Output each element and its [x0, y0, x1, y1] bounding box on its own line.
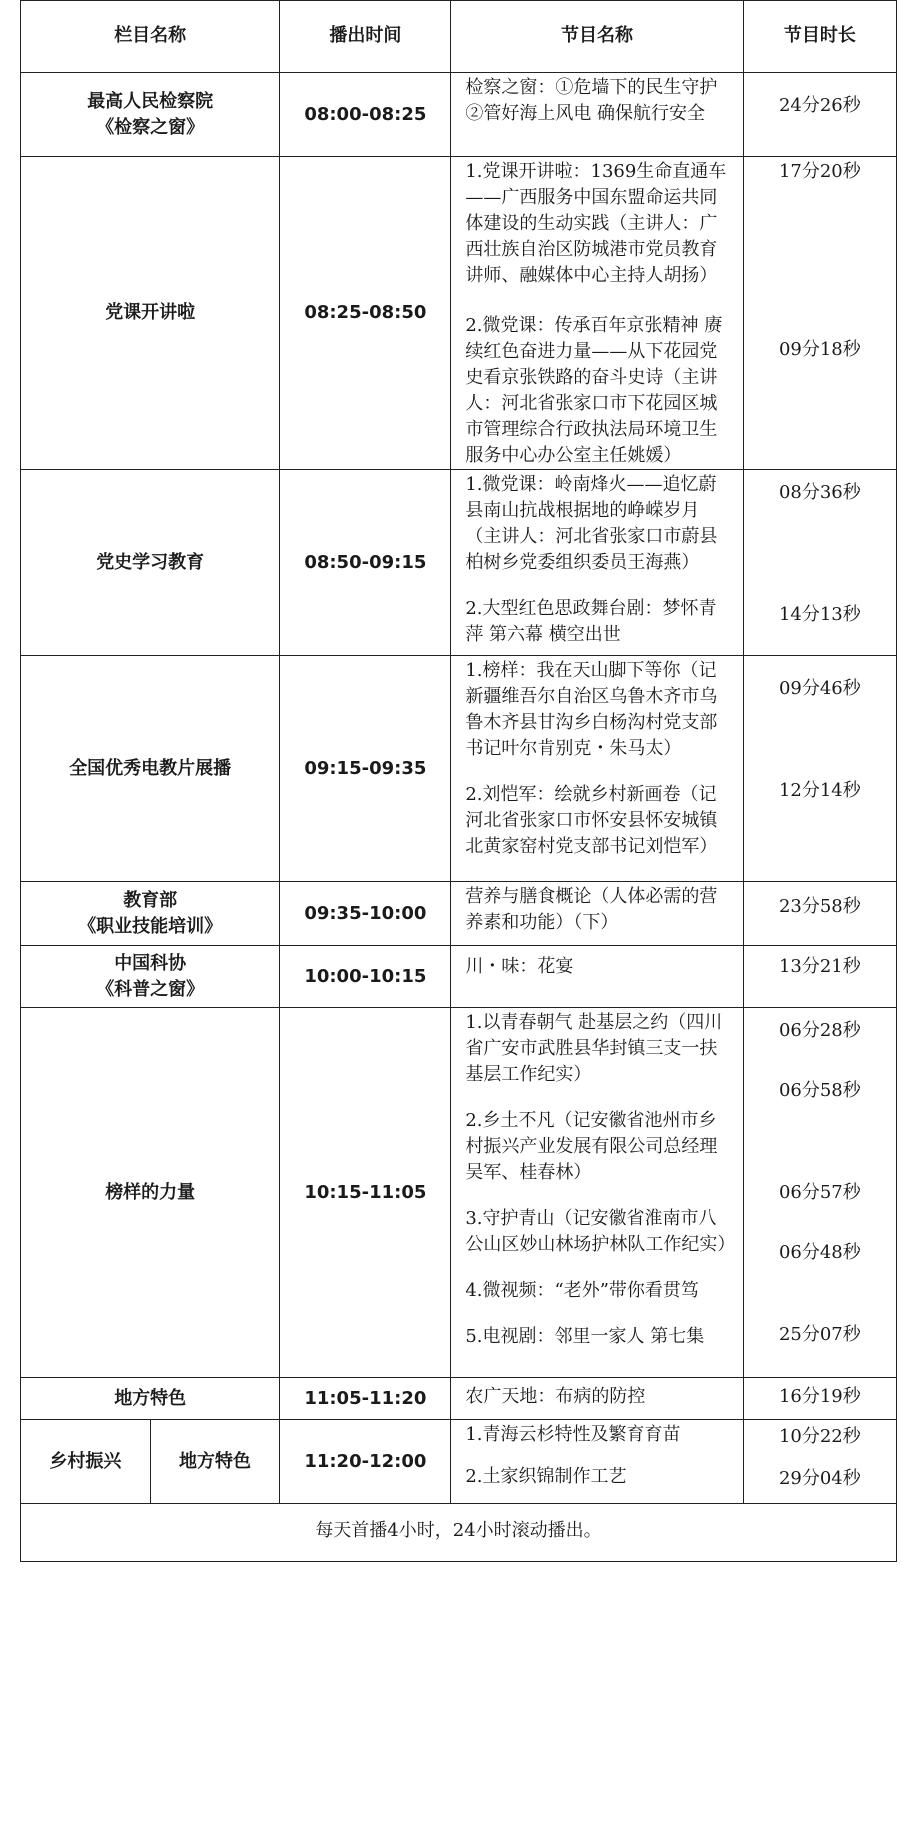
table-row: [21, 470, 897, 656]
column-name-line: 《职业技能培训》: [78, 915, 223, 937]
column-name-cell: [21, 882, 280, 946]
column-name-line: 《检察之窗》: [96, 116, 205, 138]
program-item: 2.刘恺军：绘就乡村新画卷（记河北省张家口市怀安县怀安城镇北黄家窑村党支部书记刘恺军）: [465, 784, 718, 857]
program-cell: [451, 882, 743, 946]
header-row: [21, 1, 897, 73]
duration-cell: [743, 946, 896, 1008]
duration-cell: [743, 656, 896, 882]
program-item: 5.电视剧：邻里一家人 第七集: [465, 1326, 705, 1347]
column-name-cell: [21, 157, 280, 470]
duration-cell: [743, 157, 896, 470]
table-row: [21, 946, 897, 1008]
column-name-cell: [21, 946, 280, 1008]
duration-value: 17分20秒: [778, 161, 861, 182]
program-item: 4.微视频：“老外”带你看贯笃: [465, 1280, 699, 1301]
broadcast-time-cell: 11:20-12:00: [280, 1420, 451, 1504]
duration-value: 06分48秒: [778, 1242, 861, 1263]
program-item: 营养与膳食概论（人体必需的营养素和功能）（下）: [465, 886, 718, 933]
column-name-cell: [21, 1008, 280, 1378]
column-name-cell: [21, 73, 280, 157]
duration-cell: [743, 1420, 896, 1504]
program-item: 川・味：花宴: [465, 956, 574, 977]
table-row: [21, 656, 897, 882]
footer-row: [21, 1504, 897, 1562]
duration-cell: [743, 470, 896, 656]
program-item: 农广天地：布病的防控: [465, 1386, 646, 1407]
program-item: 检察之窗：①危墙下的民生守护②管好海上风电 确保航行安全: [465, 77, 718, 124]
header-program-duration: 节目时长: [743, 1, 896, 73]
program-cell: [451, 1378, 743, 1420]
duration-value: 23分58秒: [778, 896, 861, 917]
column-name-line: 党史学习教育: [96, 551, 205, 573]
program-cell: [451, 157, 743, 470]
column-name-line: 中国科协: [114, 952, 187, 974]
column-name-line: 党课开讲啦: [105, 302, 196, 323]
duration-value: 14分13秒: [778, 604, 861, 625]
program-item: 1.微党课：岭南烽火——追忆蔚县南山抗战根据地的峥嵘岁月（主讲人：河北省张家口市蔚县柏树乡党委组织委员王海燕）: [465, 474, 718, 573]
table-row: [21, 1378, 897, 1420]
column-name-cell-right: 地方特色: [150, 1420, 280, 1504]
duration-value: 08分36秒: [778, 482, 861, 503]
program-item: 2.土家织锦制作工艺: [465, 1466, 627, 1487]
program-item: 1.青海云杉特性及繁育育苗: [465, 1424, 681, 1445]
table-row: [21, 882, 897, 946]
table-row: [21, 1420, 897, 1504]
column-name-line: 《科普之窗》: [96, 978, 205, 1000]
broadcast-time-cell: 09:15-09:35: [280, 656, 451, 882]
duration-cell: [743, 1378, 896, 1420]
program-item: 1.以青春朝气 赴基层之约（四川省广安市武胜县华封镇三支一扶基层工作纪实）: [465, 1012, 723, 1085]
duration-value: 09分46秒: [778, 678, 861, 699]
column-name-cell-left: 乡村振兴: [21, 1420, 151, 1504]
table-row: [21, 157, 897, 470]
broadcast-time-cell: 10:15-11:05: [280, 1008, 451, 1378]
duration-value: 24分26秒: [778, 95, 861, 116]
column-name-line: 全国优秀电教片展播: [69, 757, 232, 779]
broadcast-time-cell: 08:25-08:50: [280, 157, 451, 470]
broadcast-time-cell: 11:05-11:20: [280, 1378, 451, 1420]
program-item: 2.乡土不凡（记安徽省池州市乡村振兴产业发展有限公司总经理吴军、桂春林）: [465, 1110, 718, 1183]
program-item: 2.微党课：传承百年京张精神 赓续红色奋进力量——从下花园党史看京张铁路的奋斗史诗（主讲人：河北省张家口市下花园区城市管理综合行政执法局环境卫生服务中心办公室主任姚媛）: [465, 315, 723, 466]
duration-value: 13分21秒: [778, 956, 861, 977]
footer-note: 每天首播4小时，24小时滚动播出。: [21, 1504, 897, 1562]
program-cell: [451, 1420, 743, 1504]
header-broadcast-time: 播出时间: [280, 1, 451, 73]
program-item: 1.党课开讲啦：1369生命直通车——广西服务中国东盟命运共同体建设的生动实践（主讲人：广西壮族自治区防城港市党员教育讲师、融媒体中心主持人胡扬）: [465, 161, 727, 286]
column-name-line: 教育部: [123, 889, 178, 911]
column-name-cell: [21, 656, 280, 882]
program-cell: [451, 1008, 743, 1378]
table-row: [21, 73, 897, 157]
broadcast-time-cell: 08:00-08:25: [280, 73, 451, 157]
duration-value: 16分19秒: [778, 1386, 861, 1407]
duration-value: 06分57秒: [778, 1182, 861, 1203]
program-cell: [451, 656, 743, 882]
column-name-line: 最高人民检察院: [87, 90, 214, 112]
duration-value: 06分58秒: [778, 1080, 861, 1101]
program-cell: [451, 73, 743, 157]
program-item: 1.榜样：我在天山脚下等你（记新疆维吾尔自治区乌鲁木齐市乌鲁木齐县甘沟乡白杨沟村党支部书记叶尔肯别克・朱马太）: [465, 660, 718, 759]
column-name-cell: [21, 1378, 280, 1420]
duration-cell: [743, 882, 896, 946]
program-cell: [451, 470, 743, 656]
duration-cell: [743, 73, 896, 157]
program-item: 3.守护青山（记安徽省淮南市八公山区妙山林场护林队工作纪实）: [465, 1208, 736, 1255]
duration-value: 10分22秒: [778, 1426, 861, 1447]
duration-cell: [743, 1008, 896, 1378]
column-name-line: 榜样的力量: [105, 1181, 196, 1203]
column-name-line: 地方特色: [114, 1387, 187, 1409]
duration-value: 09分18秒: [778, 339, 861, 360]
program-cell: [451, 946, 743, 1008]
broadcast-time-cell: 08:50-09:15: [280, 470, 451, 656]
duration-value: 06分28秒: [778, 1020, 861, 1041]
duration-value: 25分07秒: [778, 1324, 861, 1345]
header-column-name: 栏目名称: [21, 1, 280, 73]
broadcast-time-cell: 09:35-10:00: [280, 882, 451, 946]
schedule-table: [20, 0, 897, 1562]
table-row: [21, 1008, 897, 1378]
duration-value: 29分04秒: [778, 1468, 861, 1489]
broadcast-time-cell: 10:00-10:15: [280, 946, 451, 1008]
header-program-name: 节目名称: [451, 1, 743, 73]
program-item: 2.大型红色思政舞台剧：梦怀青萍 第六幕 横空出世: [465, 598, 717, 645]
duration-value: 12分14秒: [778, 780, 861, 801]
column-name-cell: [21, 470, 280, 656]
